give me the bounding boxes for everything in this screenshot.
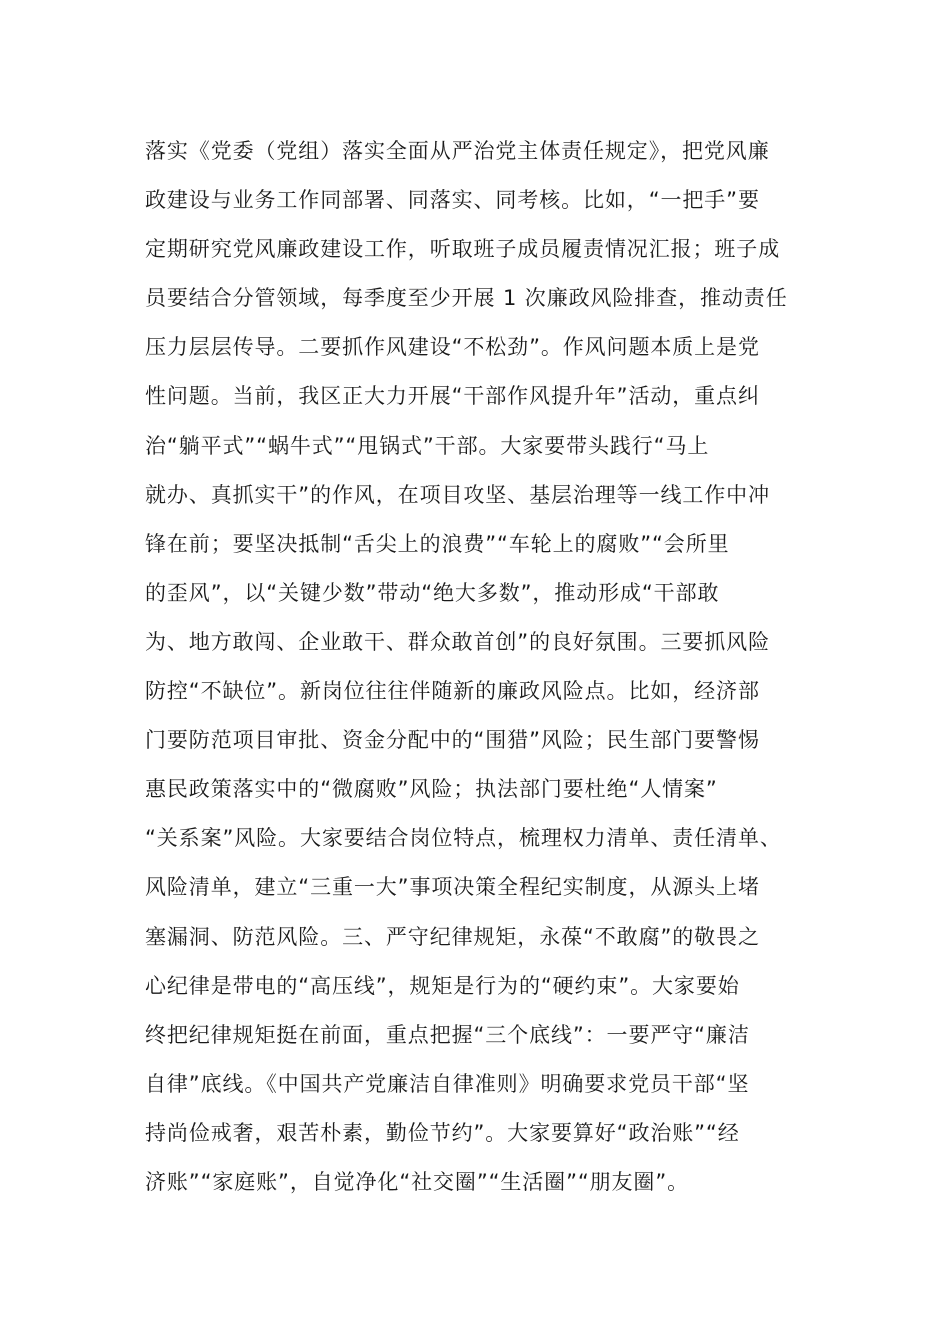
text-line: 性问题。当前，我区正大力开展“干部作风提升年”活动，重点纠 bbox=[145, 384, 760, 409]
text-line: 济账”“家庭账”，自觉净化“社交圈”“生活圈”“朋友圈”。 bbox=[145, 1169, 690, 1194]
text-line: 终把纪律规矩挺在前面，重点把握“三个底线”：一要严守“廉洁 bbox=[145, 1022, 750, 1047]
text-line: 定期研究党风廉政建设工作，听取班子成员履责情况汇报；班子成 bbox=[145, 237, 781, 262]
text-line: 持尚俭戒奢，艰苦朴素，勤俭节约”。大家要算好“政治账”“经 bbox=[145, 1120, 740, 1145]
text-line: 的歪风”，以“关键少数”带动“绝大多数”，推动形成“干部敢 bbox=[145, 580, 720, 605]
text-line: 门要防范项目审批、资金分配中的“围猎”风险；民生部门要警惕 bbox=[145, 728, 760, 753]
text-line: 自律”底线。《中国共产党廉洁自律准则》明确要求党员干部“坚 bbox=[145, 1071, 750, 1096]
text-line: 风险清单，建立“三重一大”事项决策全程纪实制度，从源头上堵 bbox=[145, 875, 760, 900]
text-line: 就办、真抓实干”的作风，在项目攻坚、基层治理等一线工作中冲 bbox=[145, 482, 770, 507]
body-text bbox=[145, 127, 815, 1207]
text-line: 为、地方敢闯、企业敢干、群众敢首创”的良好氛围。三要抓风险 bbox=[145, 629, 770, 654]
text-line: 锋在前；要坚决抵制“舌尖上的浪费”“车轮上的腐败”“会所里 bbox=[145, 531, 730, 556]
text-line: 惠民政策落实中的“微腐败”风险；执法部门要杜绝“人情案” bbox=[145, 777, 718, 802]
text-line: 塞漏洞、防范风险。三、严守纪律规矩，永葆“不敢腐”的敬畏之 bbox=[145, 924, 760, 949]
text-line: 员要结合分管领域，每季度至少开展 1 次廉政风险排查，推动责任 bbox=[145, 286, 788, 311]
text-line: 心纪律是带电的“高压线”，规矩是行为的“硬约束”。大家要始 bbox=[145, 973, 740, 998]
text-line: 治“躺平式”“蜗牛式”“甩锅式”干部。大家要带头践行“马上 bbox=[145, 433, 710, 458]
text-line: “关系案”风险。大家要结合岗位特点，梳理权力清单、责任清单、 bbox=[145, 826, 782, 851]
text-line: 压力层层传导。二要抓作风建设“不松劲”。作风问题本质上是党 bbox=[145, 335, 760, 360]
text-line: 防控“不缺位”。新岗位往往伴随新的廉政风险点。比如，经济部 bbox=[145, 679, 760, 704]
text-line: 政建设与业务工作同部署、同落实、同考核。比如，“一把手”要 bbox=[145, 188, 760, 213]
text-line: 落实《党委（党组）落实全面从严治党主体责任规定》，把党风廉 bbox=[145, 139, 770, 163]
